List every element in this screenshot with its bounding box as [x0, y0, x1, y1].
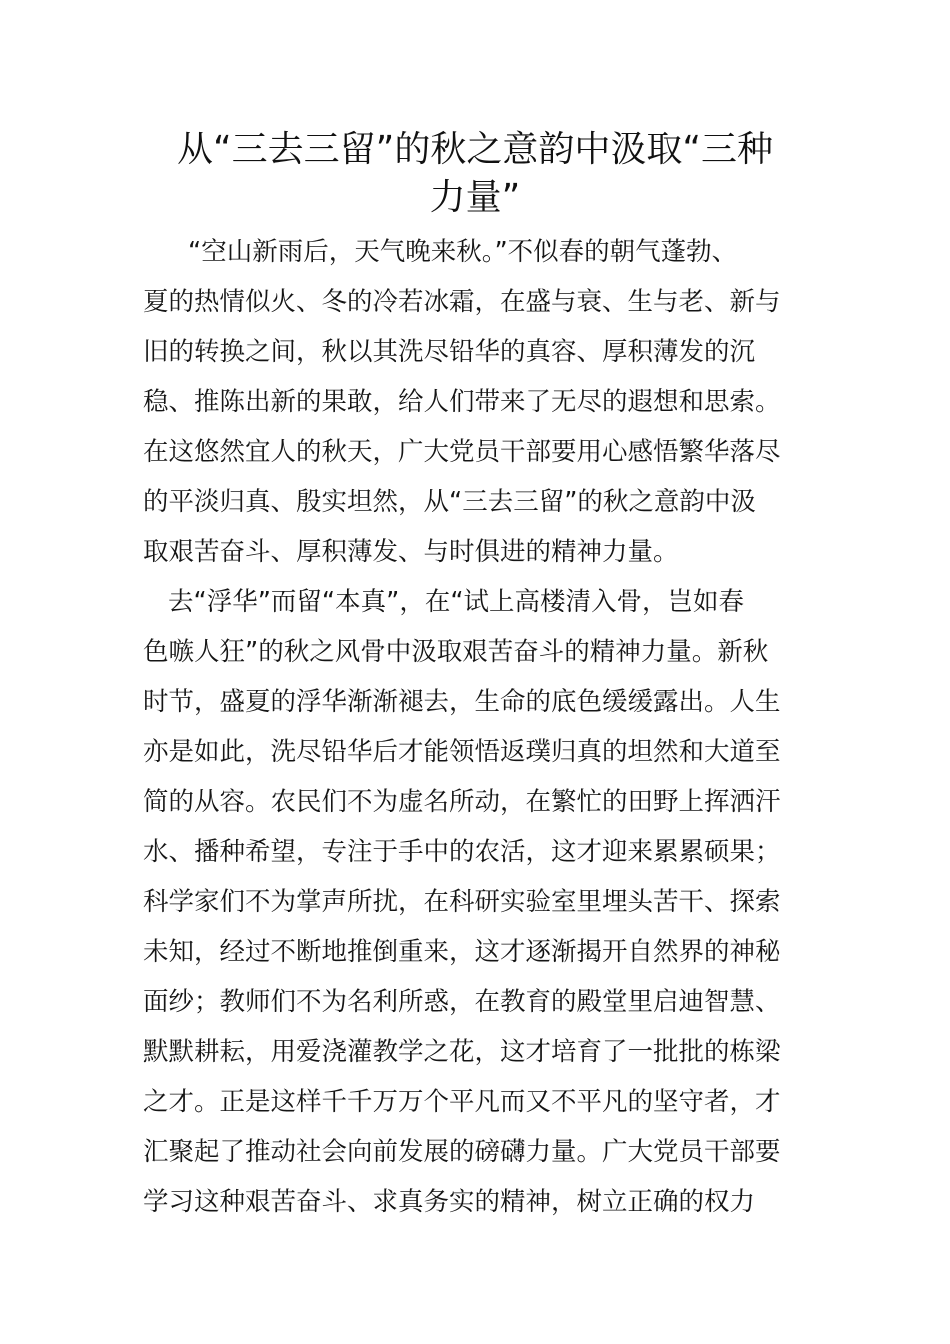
body-line: 汇聚起了推动社会向前发展的磅礴力量。广大党员干部要 — [143, 1137, 781, 1167]
body-line: 取艰苦奋斗、厚积薄发、与时俱进的精神力量。 — [143, 537, 679, 567]
body-line: 未知，经过不断地推倒重来，这才逐渐揭开自然界的神秘 — [143, 937, 781, 967]
body-line: 亦是如此，洗尽铅华后才能领悟返璞归真的坦然和大道至 — [143, 737, 781, 767]
body-line: 夏的热情似火、冬的冷若冰霜，在盛与衰、生与老、新与 — [143, 287, 781, 317]
body-line: 时节，盛夏的浮华渐渐褪去，生命的底色缓缓露出。人生 — [143, 687, 781, 717]
body-line: 科学家们不为掌声所扰，在科研实验室里埋头苦干、探索 — [143, 887, 781, 917]
body-line: 的平淡归真、殷实坦然，从“三去三留”的秋之意韵中汲 — [143, 487, 756, 517]
document-title — [140, 126, 810, 222]
body-line: 简的从容。农民们不为虚名所动，在繁忙的田野上挥洒汗 — [143, 787, 781, 817]
body-line: 之才。正是这样千千万万个平凡而又不平凡的坚守者，才 — [143, 1087, 781, 1117]
title-line-1: 从“三去三留”的秋之意韵中汲取“三种 — [177, 129, 773, 170]
body-line: 色嗾人狂”的秋之风骨中汲取艰苦奋斗的精神力量。新秋 — [143, 637, 769, 667]
body-line: 默默耕耘，用爱浇灌教学之花，这才培育了一批批的栋梁 — [143, 1037, 781, 1067]
body-line: 旧的转换之间，秋以其洗尽铅华的真容、厚积薄发的沉 — [143, 337, 756, 367]
body-line: 稳、推陈出新的果敢，给人们带来了无尽的遐想和思索。 — [143, 387, 781, 417]
body-line: 学习这种艰苦奋斗、求真务实的精神，树立正确的权力 — [143, 1187, 756, 1217]
body-line: 水、播种希望，专注于手中的农活，这才迎来累累硕果； — [143, 837, 781, 867]
body-line: “空山新雨后，天气晚来秋。”不似春的朝气蓬勃、 — [188, 237, 738, 267]
title-line-2: 力量” — [429, 177, 521, 218]
body-line: 去“浮华”而留“本真”，在“试上高楼清入骨，岂如春 — [168, 587, 745, 617]
body-line: 在这悠然宜人的秋天，广大党员干部要用心感悟繁华落尽 — [143, 437, 781, 467]
body-line: 面纱；教师们不为名利所惑，在教育的殿堂里启迪智慧、 — [143, 987, 781, 1017]
